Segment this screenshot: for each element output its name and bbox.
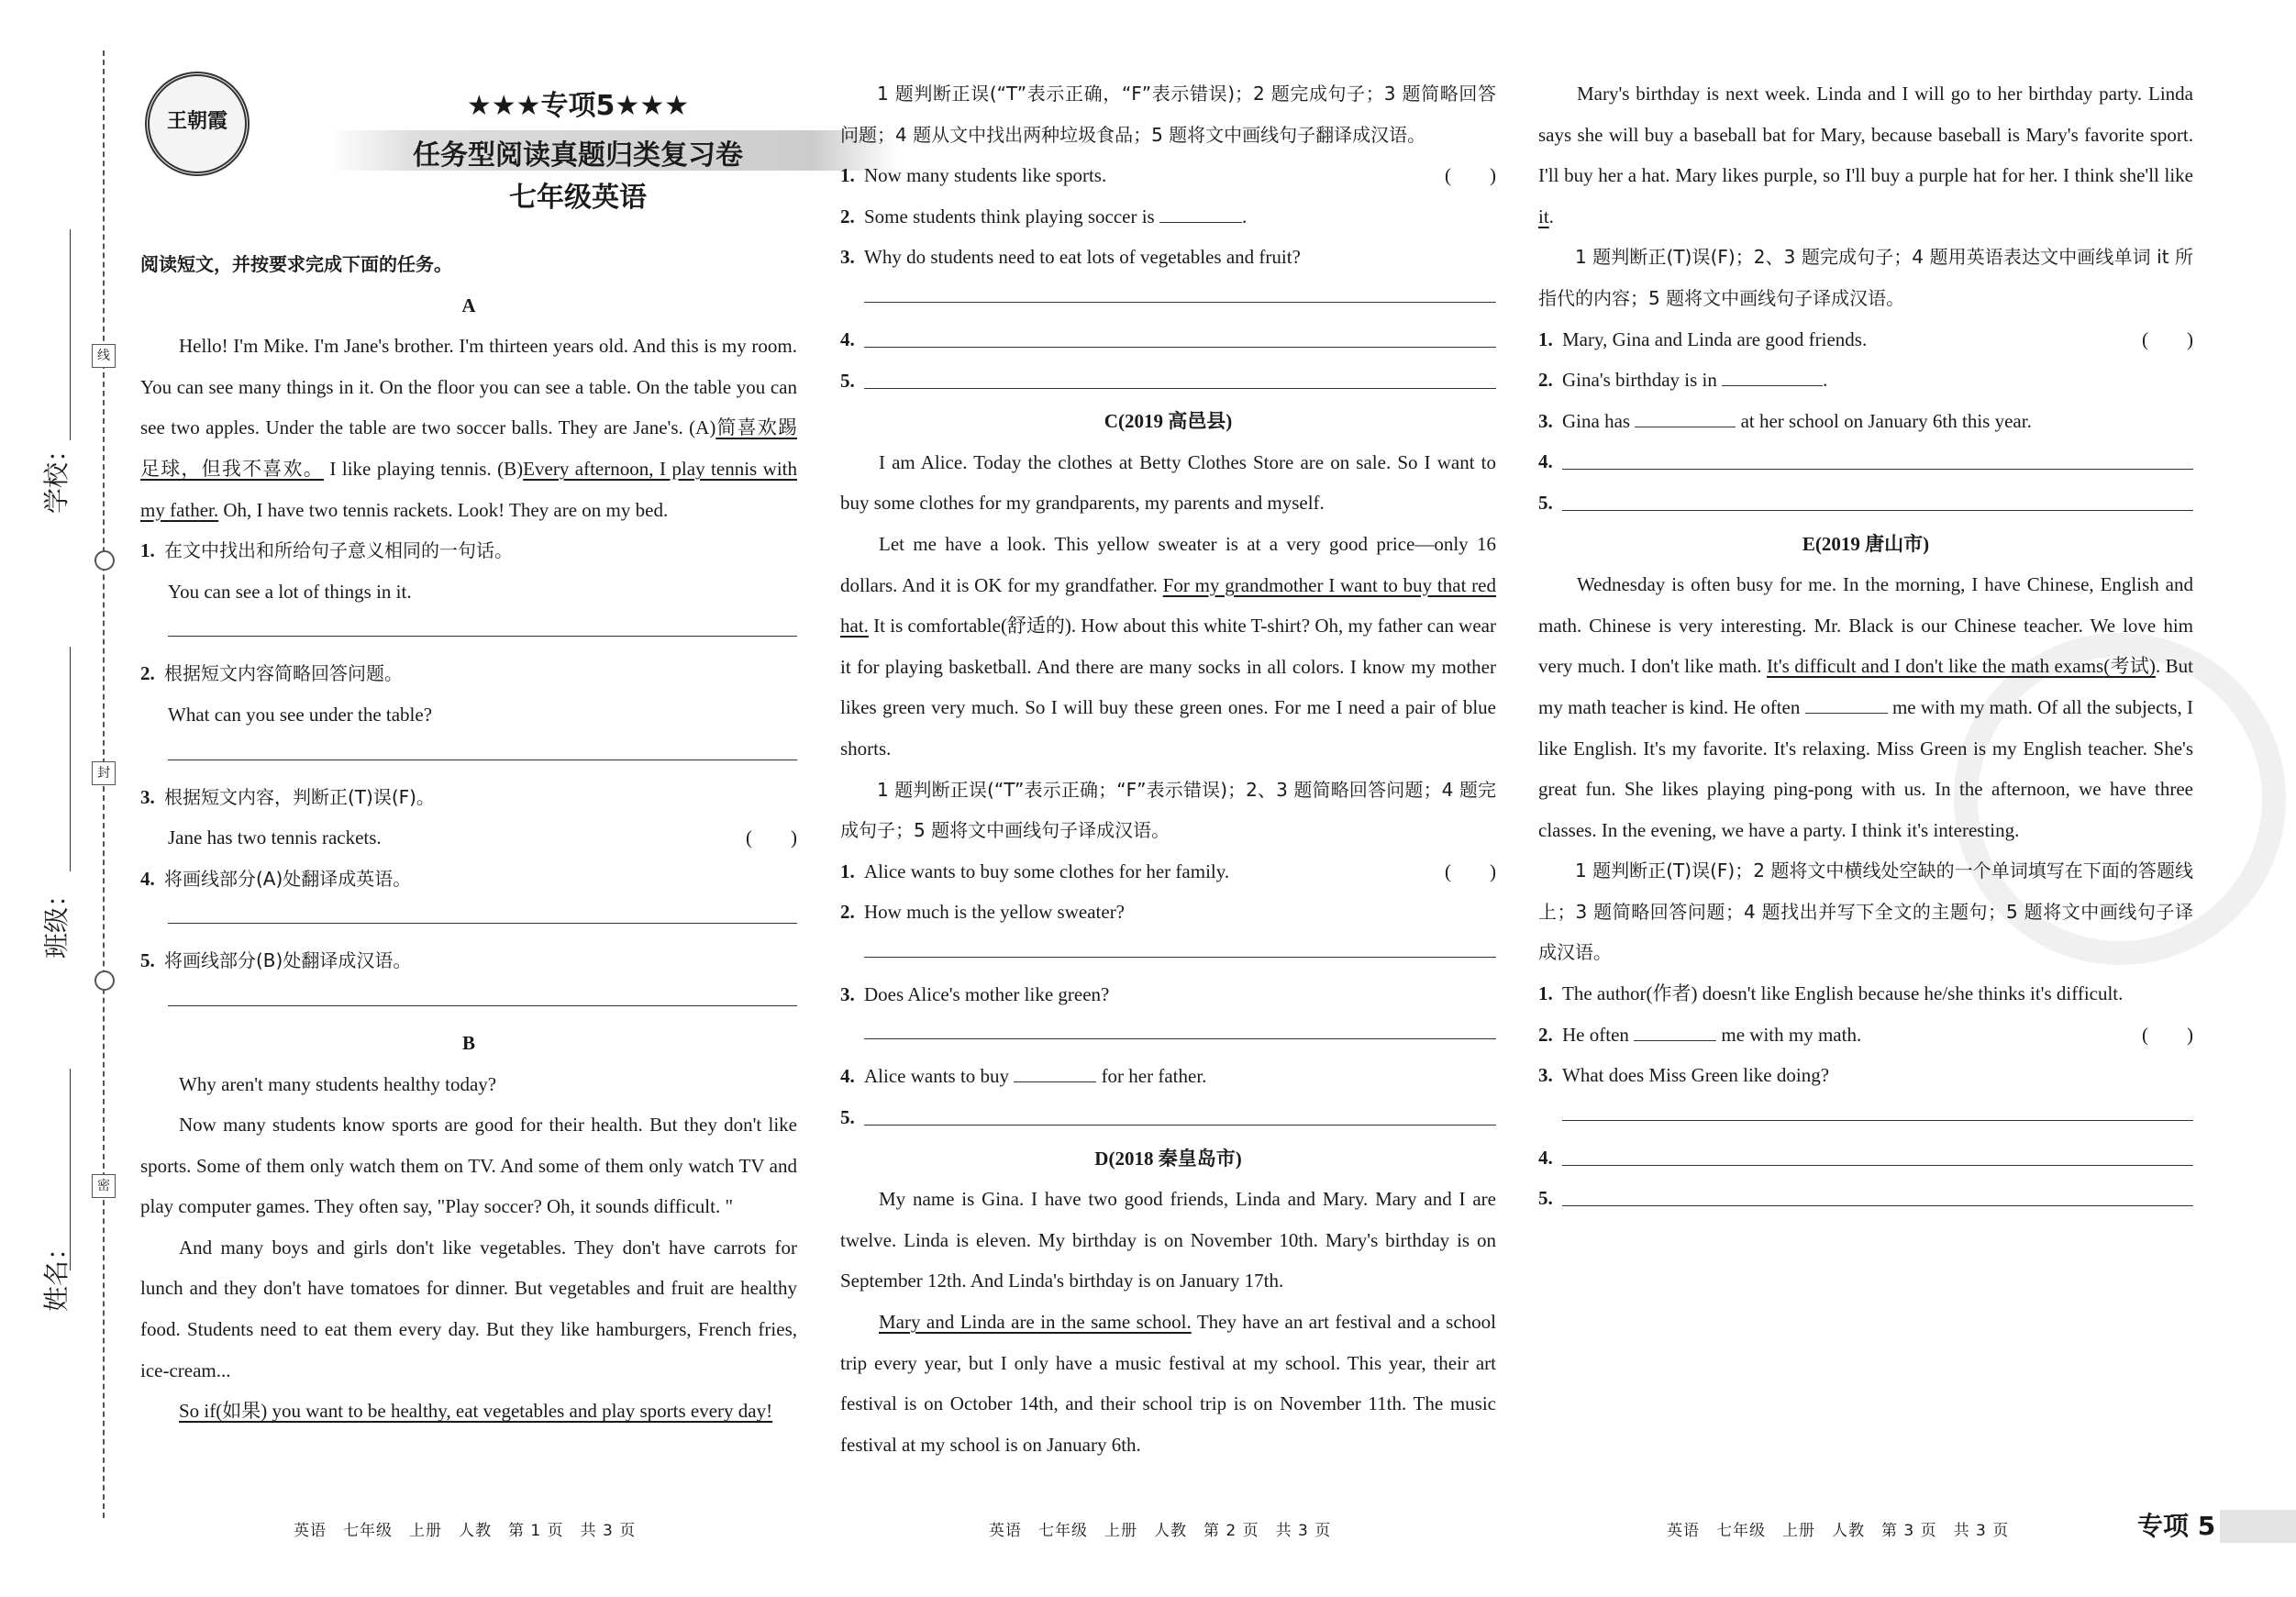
school-label: 学校： bbox=[41, 436, 72, 514]
blank-d3[interactable] bbox=[1635, 408, 1736, 427]
passage-e-task: 1 题判断正(T)误(F)；2 题将文中横线处空缺的一个单词填写在下面的答题线上；3 题简略回答问题；4 题找出并写下全文的主题句；5 题将文中画线句子译成汉语。 bbox=[1538, 859, 2193, 964]
name-field[interactable] bbox=[70, 1069, 71, 1270]
question-e2: 2. He often me with my math. bbox=[1538, 1023, 1862, 1046]
question-b2: 2. Some students think playing soccer is . bbox=[840, 205, 1248, 227]
answer-line-e3[interactable] bbox=[1562, 1096, 2193, 1121]
seal-mark-secret: 密 bbox=[92, 1174, 116, 1198]
passage-d-task: 1 题判断正(T)误(F)；2、3 题完成句子；4 题用英语表达文中画线单词 it 所指代的内容；5 题将文中画线句子译成汉语。 bbox=[1538, 246, 2193, 309]
answer-line-d4[interactable]: 4. bbox=[1538, 441, 2193, 482]
footer-page-3: 英语 七年级 上册 人教 第 3 页 共 3 页 bbox=[1667, 1522, 2010, 1540]
publisher-logo: 王朝霞 bbox=[145, 72, 250, 176]
passage-b-p4: So if(如果) you want to be healthy, eat vegetables and play sports every day! bbox=[179, 1400, 773, 1423]
passage-a-text: Hello! I'm Mike. I'm Jane's brother. I'm thirteen years old. And this is my room. You can see many things in it. On the floor you can see a table. On the table you can see two apples. Under the table are two soccer balls. They are Jane's. (A)简喜欢踢足球，但我不喜欢。 I like playing tennis. (B)Every afternoon, I play tennis with my father. Oh, I have two tennis rackets. Look! They are on my bed. bbox=[140, 335, 798, 521]
page-title: 任务型阅读真题归类复习卷 bbox=[413, 139, 743, 172]
question-c4: 4. Alice wants to buy for her father. bbox=[840, 1065, 1207, 1088]
answer-line-d5[interactable]: 5. bbox=[1538, 482, 2193, 524]
answer-line-a4[interactable] bbox=[168, 899, 797, 924]
footer-page-1: 英语 七年级 上册 人教 第 1 页 共 3 页 bbox=[294, 1522, 637, 1540]
page-subtitle: 七年级英语 bbox=[509, 182, 647, 214]
question-d1: 1. Mary, Gina and Linda are good friends. ( ) bbox=[1538, 319, 2193, 360]
answer-line-e4[interactable]: 4. bbox=[1538, 1137, 2193, 1179]
passage-d-p1: My name is Gina. I have two good friends, Linda and Mary. Mary and I are twelve. Linda is eleven. My birthday is on November 10th. Mary's birthday is on September 12th. And Linda's birthday is on January 17th. bbox=[840, 1188, 1496, 1292]
class-label: 班级： bbox=[41, 881, 72, 959]
passage-b-p2: Now many students know sports are good for their health. But they don't like sports. Some of them only watch them on TV. And some of them only watch TV and play computer games. They often say, "Play soccer? Oh, it sounds difficult. " bbox=[140, 1114, 797, 1218]
school-field[interactable] bbox=[70, 229, 71, 440]
passage-d-p2: Mary and Linda are in the same school. They have an art festival and a school trip every year, but I only have a music festival at my school. This year, their art festival is on October 14th, and their school trip is on November 11th. The music festival at my school is on January 6th. bbox=[840, 1311, 1496, 1456]
blank-e-text bbox=[1805, 694, 1888, 714]
answer-line-b5[interactable]: 5. bbox=[840, 360, 1496, 402]
answer-paren-b1[interactable]: ( ) bbox=[1445, 164, 1496, 187]
passage-d-p3: Mary's birthday is next week. Linda and I will go to her birthday party. Linda says she will buy a baseball bat for Mary, because baseball is Mary's favorite sport. I'll buy her a hat. Mary likes purple, so I'll buy a purple hat for her. I think she'll like it. bbox=[1538, 83, 2193, 227]
passage-a-heading: A bbox=[461, 294, 476, 316]
punch-hole-bottom bbox=[94, 970, 115, 991]
footer-badge: 专项 5 bbox=[2137, 1511, 2216, 1541]
answer-line-c5[interactable]: 5. bbox=[840, 1097, 1496, 1138]
passage-b-task: 1 题判断正误(“T”表示正确，“F”表示错误)；2 题完成句子；3 题简略回答问题；4 题从文中找出两种垃圾食品；5 题将文中画线句子翻译成汉语。 bbox=[840, 83, 1496, 146]
question-a2-sentence: What can you see under the table? bbox=[168, 703, 433, 726]
blank-e2[interactable] bbox=[1634, 1022, 1716, 1041]
question-a4: 4. 将画线部分(A)处翻译成英语。 bbox=[140, 867, 412, 890]
passage-c-task: 1 题判断正误(“T”表示正确；“F”表示错误)；2、3 题简略回答问题；4 题完成句子；5 题将文中画线句子译成汉语。 bbox=[840, 778, 1496, 842]
answer-line-c2[interactable] bbox=[864, 933, 1496, 958]
question-b1: 1. Now many students like sports. ( ) bbox=[840, 155, 1496, 196]
answer-paren-d1[interactable]: ( ) bbox=[2142, 327, 2193, 350]
question-a1-sentence: You can see a lot of things in it. bbox=[168, 580, 412, 603]
answer-line-b3[interactable] bbox=[864, 278, 1496, 303]
question-a2: 2. 根据短文内容简略回答问题。 bbox=[140, 662, 403, 685]
question-d3: 3. Gina has at her school on January 6th this year. bbox=[1538, 409, 2032, 432]
punch-hole-top bbox=[94, 550, 115, 571]
question-b3: 3. Why do students need to eat lots of vegetables and fruit? bbox=[840, 246, 1301, 269]
question-c1: 1. Alice wants to buy some clothes for her family. ( ) bbox=[840, 851, 1496, 893]
passage-c-p1: I am Alice. Today the clothes at Betty Clothes Store are on sale. So I want to buy some clothes for my grandparents, my parents and myself. bbox=[840, 450, 1496, 515]
answer-line-a1[interactable] bbox=[168, 612, 797, 637]
footer-page-2: 英语 七年级 上册 人教 第 2 页 共 3 页 bbox=[989, 1522, 1332, 1540]
blank-b2[interactable] bbox=[1159, 204, 1242, 223]
passage-b-p3: And many boys and girls don't like vegetables. They don't have carrots for lunch and they don't have tomatoes for dinner. But vegetables and fruit are healthy food. Students need to eat them every day. But they like hamburgers, French fries, ice-cream... bbox=[140, 1236, 797, 1381]
passage-e-heading: E(2019 唐山市) bbox=[1802, 532, 1930, 555]
question-a3: 3. 根据短文内容，判断正(T)误(F)。 bbox=[140, 785, 435, 808]
column-2 bbox=[840, 73, 1496, 1465]
answer-paren-a3[interactable]: ( ) bbox=[746, 826, 797, 849]
answer-line-e5[interactable]: 5. bbox=[1538, 1178, 2193, 1219]
column-1 bbox=[140, 244, 797, 1432]
passage-b-p1: Why aren't many students healthy today? bbox=[179, 1072, 497, 1095]
column-3 bbox=[1538, 73, 2193, 1219]
class-field[interactable] bbox=[70, 647, 71, 871]
passage-d-heading: D(2018 秦皇岛市) bbox=[1094, 1147, 1242, 1170]
question-e1: 1. The author(作者) doesn't like English because he/she thinks it's difficult. ( ) bbox=[1538, 973, 2193, 1015]
question-a1: 1. 在文中找出和所给句子意义相同的一句话。 bbox=[140, 539, 513, 562]
passage-e-text: Wednesday is often busy for me. In the morning, I have Chinese, English and math. Chinese is very interesting. Mr. Black is our Chinese teacher. We love him very much. I don't like math. It's difficult and I don't like the math exams(考试). But my math teacher is kind. He often me with my math. Of all the subjects, I like English. It's my favorite. It's relaxing. Miss Green is my English teacher. She's great fun. She likes playing ping-pong with us. In the afternoon, we have three classes. In the evening, we have a party. I think it's interesting. bbox=[1538, 573, 2194, 841]
question-c3: 3. Does Alice's mother like green? bbox=[840, 982, 1110, 1005]
answer-line-b4[interactable]: 4. bbox=[840, 319, 1496, 360]
answer-line-a2[interactable] bbox=[168, 736, 797, 760]
answer-paren-c1[interactable]: ( ) bbox=[1445, 859, 1496, 882]
passage-c-p2: Let me have a look. This yellow sweater is at a very good price—only 16 dollars. And it is OK for my grandfather. For my grandmother I want to buy that red hat. It is comfortable(舒适的). How about this white T-shirt? Oh, my father can wear it for playing basketball. And there are many socks in all colors. I know my mother likes green very much. So I will buy these green ones. For me I need a pair of blue shorts. bbox=[840, 532, 1496, 760]
name-label: 姓名： bbox=[41, 1234, 72, 1312]
seal-mark-line: 线 bbox=[92, 344, 116, 368]
blank-d2[interactable] bbox=[1722, 367, 1823, 386]
instruction: 阅读短文，并按要求完成下面的任务。 bbox=[140, 253, 452, 275]
question-c2: 2. How much is the yellow sweater? bbox=[840, 901, 1126, 924]
answer-paren-e1[interactable]: ( ) bbox=[2142, 1023, 2193, 1046]
seal-mark-seal: 封 bbox=[92, 761, 116, 785]
question-d2: 2. Gina's birthday is in . bbox=[1538, 369, 1828, 392]
question-a3-sentence: Jane has two tennis rackets. ( ) bbox=[140, 817, 797, 859]
question-e3: 3. What does Miss Green like doing? bbox=[1538, 1064, 1830, 1087]
passage-b-heading: B bbox=[461, 1031, 475, 1054]
question-a5: 5. 将画线部分(B)处翻译成汉语。 bbox=[140, 949, 412, 972]
passage-c-heading: C(2019 高邑县) bbox=[1104, 410, 1233, 433]
footer-badge-bar bbox=[2220, 1510, 2296, 1543]
answer-line-c3[interactable] bbox=[864, 1015, 1496, 1039]
blank-c4[interactable] bbox=[1014, 1063, 1096, 1082]
series-label: ★★★专项5★★★ bbox=[466, 90, 690, 122]
answer-line-a5[interactable] bbox=[168, 981, 797, 1006]
page-header bbox=[128, 72, 789, 218]
